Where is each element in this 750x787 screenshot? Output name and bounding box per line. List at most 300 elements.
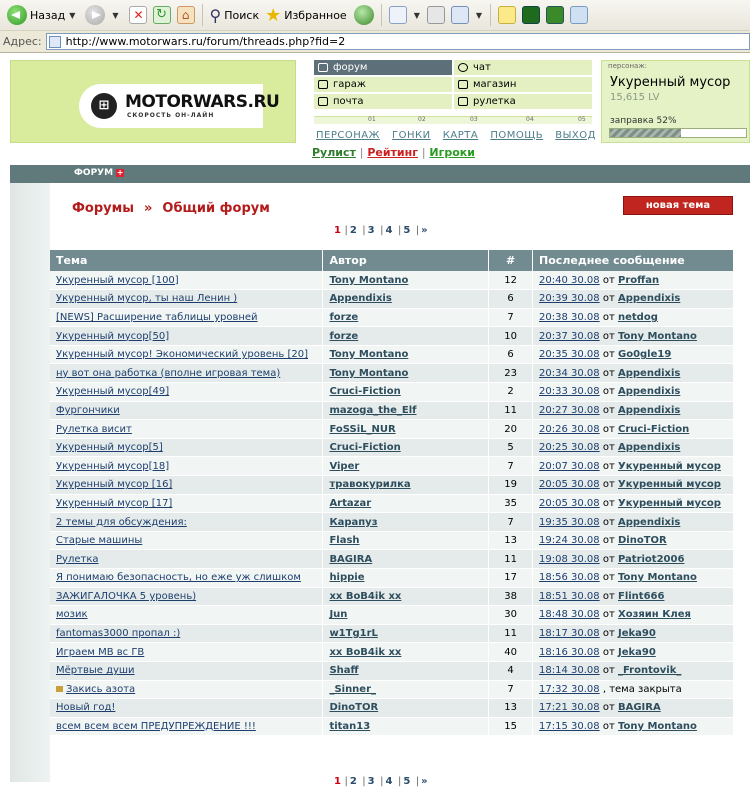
page-link[interactable]: 5: [403, 225, 411, 236]
table-row: [50, 587, 734, 606]
link-character[interactable]: ПЕРСОНАЖ: [316, 130, 380, 141]
thread-last-post: [533, 420, 734, 439]
link-races[interactable]: ГОНКИ: [392, 130, 431, 141]
thread-author-link[interactable]: Flash: [323, 531, 489, 550]
last-post-author-link[interactable]: Appendixis: [617, 367, 681, 379]
forward-arrow-icon: [85, 5, 105, 25]
last-post-time-link[interactable]: 20:05 30.08: [539, 497, 600, 509]
address-bar: [0, 31, 750, 53]
thread-last-post: [533, 327, 734, 346]
thread-author-link[interactable]: Appendixis: [323, 290, 489, 309]
last-post-separator: от: [602, 609, 615, 621]
last-post-author-link[interactable]: Cruci-Fiction: [617, 423, 690, 435]
back-button[interactable]: [4, 3, 82, 27]
character-panel: [601, 60, 750, 143]
nav-label: почта: [333, 96, 364, 107]
last-post-separator: от: [602, 386, 615, 398]
favorites-button[interactable]: [262, 3, 350, 27]
thread-post-count: 11: [489, 550, 533, 569]
last-post-time-link[interactable]: 20:39 30.08: [539, 293, 600, 305]
thread-topic-link[interactable]: [50, 438, 323, 457]
thread-last-post: [533, 699, 734, 718]
thread-topic-link[interactable]: [50, 513, 323, 532]
progress-tick: 03: [470, 116, 478, 123]
frame-decoration: [10, 183, 50, 782]
last-post-author-link[interactable]: BAGIRA: [617, 702, 661, 714]
thread-author-link[interactable]: FoSSiL_NUR: [323, 420, 489, 439]
thread-topic-link[interactable]: [50, 550, 323, 569]
table-row: [50, 271, 734, 290]
url-text: http://www.motorwars.ru/forum/threads.php?fid=2: [65, 35, 346, 48]
last-post-separator: от: [602, 404, 615, 416]
last-post-time-link[interactable]: 20:25 30.08: [539, 442, 600, 454]
divider: |: [359, 146, 364, 159]
last-post-time-link[interactable]: 18:56 30.08: [539, 572, 600, 584]
thread-topic-link[interactable]: [50, 308, 323, 327]
thread-last-post: [533, 624, 734, 643]
thread-topic-link[interactable]: [50, 569, 323, 588]
last-post-separator: от: [602, 535, 615, 547]
thread-topic-link[interactable]: [50, 364, 323, 383]
forum-icon: [318, 63, 328, 72]
url-field[interactable]: [46, 33, 750, 50]
thread-last-post: [533, 438, 734, 457]
last-post-author-link[interactable]: DinoTOR: [617, 535, 667, 547]
thread-last-post: [533, 513, 734, 532]
thread-topic-text: Играем МВ вс ГВ: [56, 646, 145, 658]
thread-last-post: [533, 476, 734, 495]
thread-author-link[interactable]: Shaff: [323, 661, 489, 680]
thread-author-link[interactable]: Viper: [323, 457, 489, 476]
thread-topic-link[interactable]: [50, 494, 323, 513]
last-post-separator: от: [602, 572, 615, 584]
search-label: Поиск: [224, 8, 260, 22]
home-icon[interactable]: ⌂: [177, 6, 195, 24]
thread-post-count: 11: [489, 401, 533, 420]
thread-author-link[interactable]: BAGIRA: [323, 550, 489, 569]
logo-slogan: СКОРОСТЬ ОН-ЛАЙН: [127, 112, 215, 119]
thread-topic-text: 2 темы для обсуждения:: [56, 516, 187, 528]
thread-author-link[interactable]: Cruci-Fiction: [323, 383, 489, 402]
new-topic-button[interactable]: новая тема: [623, 196, 733, 215]
last-post-time-link[interactable]: 20:33 30.08: [539, 386, 600, 398]
thread-post-count: 10: [489, 327, 533, 346]
last-post-time-link[interactable]: 20:27 30.08: [539, 404, 600, 416]
table-row: [50, 661, 734, 680]
thread-topic-text: ну вот она работка (вполне игровая тема): [56, 367, 281, 379]
page-link[interactable]: 4: [385, 225, 393, 236]
thread-post-count: 7: [489, 513, 533, 532]
last-post-separator: от: [602, 293, 615, 305]
last-post-author-link[interactable]: Appendixis: [617, 293, 681, 305]
table-header-row: [50, 250, 734, 271]
thread-topic-link[interactable]: [50, 624, 323, 643]
messenger-icon[interactable]: [570, 6, 588, 24]
last-post-author-link[interactable]: Tony Montano: [617, 330, 697, 342]
last-post-time-link[interactable]: 17:32 30.08: [539, 683, 600, 695]
page-icon: [49, 36, 61, 48]
thread-post-count: 7: [489, 680, 533, 699]
last-post-separator: от: [602, 497, 615, 509]
thread-author-link[interactable]: forze: [323, 327, 489, 346]
thread-author-link[interactable]: _Sinner_: [323, 680, 489, 699]
progress-tick: 05: [578, 116, 586, 123]
thread-topic-text: Укуренный мусор[18]: [56, 460, 170, 472]
toolbar-divider: [490, 4, 491, 26]
thread-post-count: 4: [489, 661, 533, 680]
site-logo: [79, 84, 280, 128]
threads-table: [50, 250, 734, 736]
nav-item-forum[interactable]: [314, 60, 452, 75]
last-post-author-link[interactable]: Proffan: [617, 274, 660, 286]
mail-dropdown-icon[interactable]: ▼: [413, 10, 420, 20]
last-post-author-link[interactable]: Flint666: [617, 590, 665, 602]
thread-topic-text: [NEWS] Расширение таблицы уровней: [56, 311, 258, 323]
thread-author-link[interactable]: Jun: [323, 606, 489, 625]
table-row: [50, 513, 734, 532]
last-post-separator: , тема закрыта: [602, 683, 682, 695]
history-icon[interactable]: [354, 5, 374, 25]
thread-post-count: 2: [489, 383, 533, 402]
refresh-icon[interactable]: ↻: [153, 6, 171, 24]
thread-topic-link[interactable]: [50, 327, 323, 346]
table-row: [50, 476, 734, 495]
last-post-time-link[interactable]: 18:14 30.08: [539, 665, 600, 677]
divider: |: [421, 146, 426, 159]
page-next[interactable]: »: [421, 225, 428, 236]
site-logo-banner[interactable]: [10, 60, 296, 143]
thread-post-count: 30: [489, 606, 533, 625]
last-post-time-link[interactable]: 18:48 30.08: [539, 609, 600, 621]
thread-topic-text: Рулетка: [56, 553, 99, 565]
thread-post-count: 13: [489, 531, 533, 550]
forum-frame-title: ФОРУМ: [74, 168, 114, 178]
thread-topic-text: Укуренный мусор! Экономический уровень [20]: [56, 349, 308, 361]
thread-last-post: [533, 569, 734, 588]
thread-post-count: 7: [489, 308, 533, 327]
thread-last-post: [533, 345, 734, 364]
note-icon[interactable]: [498, 6, 516, 24]
chat-icon: [458, 63, 468, 72]
thread-topic-text: ЗАЖИГАЛОЧКА 5 уровень): [56, 590, 197, 602]
thread-topic-link[interactable]: [50, 717, 323, 736]
thread-last-post: [533, 457, 734, 476]
table-row: [50, 290, 734, 309]
last-post-separator: от: [602, 367, 615, 379]
thread-post-count: 20: [489, 420, 533, 439]
thread-topic-text: Укуренный мусор[49]: [56, 386, 170, 398]
thread-author-link[interactable]: DinoTOR: [323, 699, 489, 718]
thread-topic-link[interactable]: [50, 457, 323, 476]
column-count: #: [489, 250, 533, 271]
last-post-author-link[interactable]: Хозяин Клея: [617, 609, 691, 621]
link-rating[interactable]: Рейтинг: [367, 146, 418, 159]
last-post-time-link[interactable]: 20:35 30.08: [539, 349, 600, 361]
address-label: Адрес:: [3, 35, 42, 48]
collapse-icon[interactable]: +: [116, 168, 124, 177]
logo-text: MOTORWARS.RU: [125, 92, 280, 112]
thread-topic-text: Укуренный мусор [16]: [56, 479, 173, 491]
table-row: [50, 327, 734, 346]
thread-topic-link[interactable]: [50, 643, 323, 662]
last-post-separator: от: [602, 311, 615, 323]
last-post-author-link[interactable]: Appendixis: [617, 516, 681, 528]
envelope-icon: [318, 97, 328, 106]
thread-topic-link[interactable]: [50, 661, 323, 680]
print-icon[interactable]: [427, 6, 445, 24]
thread-post-count: 5: [489, 438, 533, 457]
thread-last-post: [533, 290, 734, 309]
last-post-time-link[interactable]: 17:21 30.08: [539, 702, 600, 714]
table-row: [50, 550, 734, 569]
thread-topic-link[interactable]: [50, 401, 323, 420]
last-post-time-link[interactable]: 20:05 30.08: [539, 479, 600, 491]
nav-item-mail[interactable]: [314, 94, 452, 109]
thread-topic-link[interactable]: [50, 531, 323, 550]
column-last-post: Последнее сообщение: [533, 250, 734, 271]
edit-icon[interactable]: [451, 6, 469, 24]
link-map[interactable]: КАРТА: [442, 130, 479, 141]
thread-topic-link[interactable]: [50, 587, 323, 606]
thread-topic-text: Укуренный мусор, ты наш Ленин ): [56, 293, 238, 305]
back-dropdown-icon[interactable]: ▼: [69, 10, 76, 20]
last-post-author-link[interactable]: Укуренный мусор: [617, 479, 721, 491]
last-post-separator: от: [602, 274, 615, 286]
last-post-time-link[interactable]: 19:08 30.08: [539, 553, 600, 565]
thread-post-count: 6: [489, 345, 533, 364]
thread-topic-link[interactable]: [50, 699, 323, 718]
thread-last-post: [533, 494, 734, 513]
nav-item-roulette[interactable]: [454, 94, 592, 109]
thread-author-link[interactable]: Artazar: [323, 494, 489, 513]
thread-topic-text: Я понимаю безопасность, но еже уж слишком: [56, 572, 301, 584]
breadcrumb-root-link[interactable]: Форумы: [72, 201, 134, 216]
character-name[interactable]: Укуренный мусор: [610, 75, 731, 90]
table-row: [50, 383, 734, 402]
table-row: [50, 494, 734, 513]
last-post-author-link[interactable]: Appendixis: [617, 386, 681, 398]
account-links: [316, 130, 596, 141]
thread-author-link[interactable]: hippie: [323, 569, 489, 588]
thread-post-count: 12: [489, 271, 533, 290]
last-post-separator: от: [602, 349, 615, 361]
last-post-author-link[interactable]: Tony Montano: [617, 721, 697, 733]
page-link[interactable]: 3: [367, 776, 375, 787]
thread-topic-link[interactable]: [50, 345, 323, 364]
thread-author-link[interactable]: Cruci-Fiction: [323, 438, 489, 457]
thread-author-link[interactable]: Карапуз: [323, 513, 489, 532]
nav-label: чат: [473, 62, 491, 73]
last-post-author-link[interactable]: Appendixis: [617, 404, 681, 416]
page-link[interactable]: 4: [385, 776, 393, 787]
column-author: Автор: [323, 250, 489, 271]
thread-author-link[interactable]: Tony Montano: [323, 364, 489, 383]
last-post-time-link[interactable]: 19:35 30.08: [539, 516, 600, 528]
table-row: [50, 364, 734, 383]
page-link[interactable]: 2: [349, 225, 357, 236]
nav-item-chat[interactable]: [454, 60, 592, 75]
thread-topic-link[interactable]: [50, 290, 323, 309]
search-button[interactable]: [207, 3, 263, 27]
thread-post-count: 38: [489, 587, 533, 606]
browser-toolbar: [0, 0, 750, 31]
last-post-time-link[interactable]: 20:37 30.08: [539, 330, 600, 342]
thread-last-post: [533, 531, 734, 550]
thread-post-count: 6: [489, 290, 533, 309]
last-post-author-link[interactable]: Tony Montano: [617, 572, 697, 584]
back-label: Назад: [30, 8, 66, 22]
last-post-time-link[interactable]: 20:07 30.08: [539, 460, 600, 472]
thread-topic-text: Фургончики: [56, 404, 120, 416]
last-post-separator: от: [602, 442, 615, 454]
toolbar-divider: [202, 4, 203, 26]
thread-author-link[interactable]: mazoga_the_Elf: [323, 401, 489, 420]
last-post-separator: от: [602, 330, 615, 342]
thread-topic-link[interactable]: [50, 606, 323, 625]
last-post-author-link[interactable]: Patriot2006: [617, 553, 685, 565]
last-post-author-link[interactable]: Укуренный мусор: [617, 497, 721, 509]
thread-last-post: [533, 606, 734, 625]
breadcrumb: [72, 201, 270, 216]
lock-icon: [56, 686, 63, 692]
forward-dropdown-icon[interactable]: ▼: [112, 10, 119, 20]
last-post-author-link[interactable]: Go0gle19: [617, 349, 672, 361]
thread-topic-link[interactable]: [50, 383, 323, 402]
page-next[interactable]: »: [421, 776, 428, 787]
forward-button[interactable]: [82, 3, 125, 27]
breadcrumb-current: Общий форум: [162, 201, 270, 216]
roulette-icon: [458, 97, 468, 106]
nav-progress-scale: [314, 116, 592, 124]
table-row: [50, 624, 734, 643]
last-post-author-link[interactable]: netdog: [617, 311, 658, 323]
thread-author-link[interactable]: xx BoB4ik xx: [323, 643, 489, 662]
nav-label: магазин: [473, 79, 517, 90]
last-post-author-link[interactable]: Jeka90: [617, 646, 656, 658]
link-rulist[interactable]: Рулист: [312, 146, 356, 159]
thread-last-post: [533, 680, 734, 699]
mail-icon[interactable]: [389, 6, 407, 24]
thread-topic-link[interactable]: [50, 476, 323, 495]
thread-topic-text: всем всем всем ПРЕДУПРЕЖДЕНИЕ !!!: [56, 721, 256, 733]
thread-topic-link[interactable]: [50, 680, 323, 699]
thread-topic-text: Старые машины: [56, 535, 143, 547]
last-post-time-link[interactable]: 18:17 30.08: [539, 628, 600, 640]
thread-topic-text: Укуренный мусор[5]: [56, 442, 163, 454]
table-row: [50, 531, 734, 550]
table-row: [50, 569, 734, 588]
nav-label: форум: [333, 62, 368, 73]
last-post-author-link[interactable]: _Frontovik_: [617, 665, 682, 677]
web-page: [0, 54, 750, 787]
thread-post-count: 35: [489, 494, 533, 513]
thread-topic-text: Закись азота: [66, 683, 136, 695]
last-post-time-link[interactable]: 17:15 30.08: [539, 721, 600, 733]
link-players[interactable]: Игроки: [429, 146, 475, 159]
page-link[interactable]: 2: [349, 776, 357, 787]
fuel-label: заправка 52%: [610, 116, 677, 126]
favorites-label: Избранное: [284, 8, 347, 22]
thread-last-post: [533, 717, 734, 736]
page-link[interactable]: 3: [367, 225, 375, 236]
thread-last-post: [533, 308, 734, 327]
last-post-separator: от: [602, 628, 615, 640]
progress-tick: 04: [526, 116, 534, 123]
thread-author-link[interactable]: w1Tg1rL: [323, 624, 489, 643]
thread-last-post: [533, 550, 734, 569]
last-post-separator: от: [602, 479, 615, 491]
last-post-separator: от: [602, 553, 615, 565]
thread-topic-text: fantomas3000 пропал :): [56, 628, 181, 640]
thread-author-link[interactable]: Tony Montano: [323, 345, 489, 364]
nav-label: рулетка: [473, 96, 516, 107]
thread-last-post: [533, 661, 734, 680]
last-post-time-link[interactable]: 20:34 30.08: [539, 367, 600, 379]
breadcrumb-separator: »: [144, 201, 153, 216]
thread-topic-text: Рулетка висит: [56, 423, 132, 435]
page-link[interactable]: 5: [403, 776, 411, 787]
thread-topic-text: Мёртвые души: [56, 665, 135, 677]
link-logout[interactable]: ВЫХОД: [555, 130, 596, 141]
edit-dropdown-icon[interactable]: ▼: [475, 10, 483, 20]
last-post-time-link[interactable]: 20:38 30.08: [539, 311, 600, 323]
thread-author-link[interactable]: forze: [323, 308, 489, 327]
last-post-author-link[interactable]: Appendixis: [617, 442, 681, 454]
car-icon: [458, 80, 468, 89]
thread-last-post: [533, 643, 734, 662]
last-post-separator: от: [602, 516, 615, 528]
thread-topic-link[interactable]: [50, 420, 323, 439]
thread-author-link[interactable]: травокурилка: [323, 476, 489, 495]
character-level: 15,615 LV: [610, 92, 660, 103]
stop-icon[interactable]: ✕: [129, 6, 147, 24]
nav-item-shop[interactable]: [454, 77, 592, 92]
column-topic: Тема: [50, 250, 323, 271]
last-post-time-link[interactable]: 20:40 30.08: [539, 274, 600, 286]
pagination-bottom: 1 | 2 | 3 | 4 | 5 | »: [334, 776, 428, 787]
link-help[interactable]: ПОМОЩЬ: [490, 130, 544, 141]
last-post-author-link[interactable]: Укуренный мусор: [617, 460, 721, 472]
rating-links: [312, 146, 475, 159]
thread-author-link[interactable]: Tony Montano: [323, 271, 489, 290]
thread-post-count: 13: [489, 699, 533, 718]
last-post-time-link[interactable]: 20:26 30.08: [539, 423, 600, 435]
table-row: [50, 438, 734, 457]
forum-frame: [10, 165, 750, 787]
last-post-separator: от: [602, 423, 615, 435]
last-post-author-link[interactable]: Jeka90: [617, 628, 656, 640]
thread-author-link[interactable]: titan13: [323, 717, 489, 736]
table-row: [50, 680, 734, 699]
last-post-time-link[interactable]: 19:24 30.08: [539, 535, 600, 547]
table-row: [50, 345, 734, 364]
thread-last-post: [533, 401, 734, 420]
icq-pro-icon[interactable]: [522, 6, 540, 24]
thread-author-link[interactable]: xx BoB4ik xx: [323, 587, 489, 606]
last-post-separator: от: [602, 590, 615, 602]
thread-topic-link[interactable]: [50, 271, 323, 290]
thread-last-post: [533, 383, 734, 402]
icq-icon[interactable]: [546, 6, 564, 24]
last-post-time-link[interactable]: 18:51 30.08: [539, 590, 600, 602]
character-label: персонаж:: [608, 62, 647, 70]
nav-item-garage[interactable]: [314, 77, 452, 92]
last-post-separator: от: [602, 721, 615, 733]
pagination-top: 1 | 2 | 3 | 4 | 5 | »: [334, 225, 428, 236]
last-post-time-link[interactable]: 18:16 30.08: [539, 646, 600, 658]
progress-tick: 01: [368, 116, 376, 123]
back-arrow-icon: [7, 5, 27, 25]
